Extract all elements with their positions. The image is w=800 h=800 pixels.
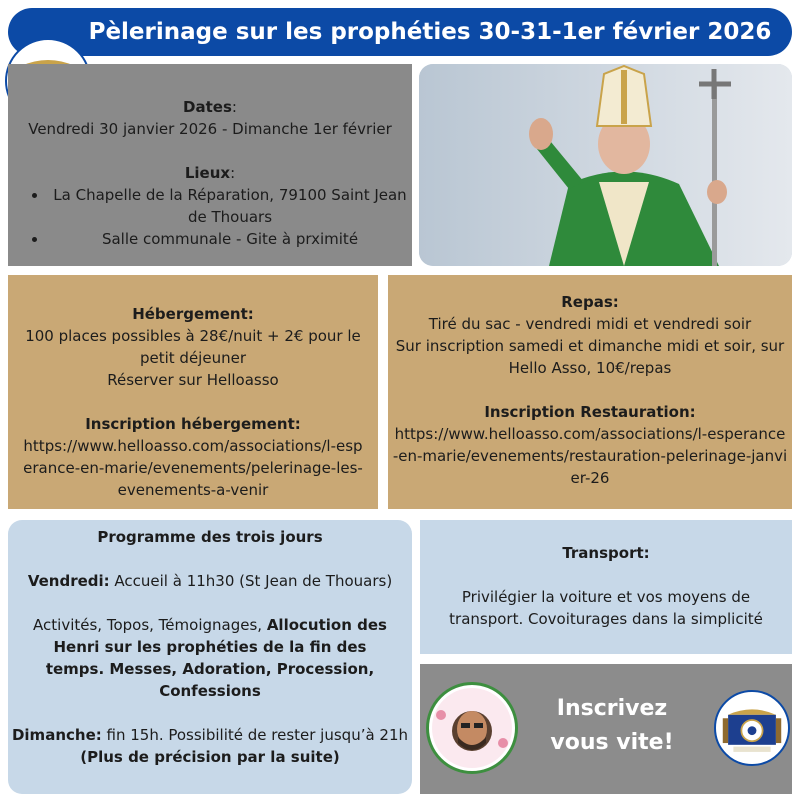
header-title-bar (8, 8, 792, 56)
inscription-hebergement-link[interactable]: https://www.helloasso.com/associations/l-esperance-en-marie/evenements/pelerinage-les-evenements-a-venir (23, 437, 363, 499)
hebergement-title: Hébergement: (132, 305, 254, 323)
coat-of-arms-logo-icon (714, 690, 790, 766)
inscription-hebergement-title: Inscription hébergement: (85, 415, 301, 433)
hebergement-line2: Réserver sur Helloasso (107, 371, 279, 389)
hebergement-section (8, 275, 378, 509)
pope-waving-photo (419, 64, 792, 266)
lieux-list (8, 184, 412, 250)
activites-text: Activités, Topos, Témoignages, (33, 616, 267, 634)
radio-logo-icon (426, 682, 518, 774)
programme-section (8, 520, 412, 794)
inscription-restauration-link[interactable]: https://www.helloasso.com/associations/l-esperance-en-marie/evenements/restauration-pelerinage-janvier-26 (392, 425, 788, 487)
lieux-item: • Salle communale - Gite à prximité (48, 228, 412, 250)
dates-label: Dates (183, 98, 232, 116)
cta-text: Inscrivez vous vite! (550, 696, 674, 755)
lieux-item: • La Chapelle de la Réparation, 79100 Saint Jean de Thouars (48, 184, 412, 228)
inscription-restauration-title: Inscription Restauration: (484, 403, 696, 421)
repas-line2: Sur inscription samedi et dimanche midi et soir, sur Hello Asso, 10€/repas (395, 337, 785, 377)
hebergement-line1: 100 places possibles à 28€/nuit + 2€ pour le petit déjeuner (25, 327, 361, 367)
repas-section (388, 275, 792, 509)
dimanche-label: Dimanche: (11, 726, 102, 744)
vendredi-text: Accueil à 11h30 (St Jean de Thouars) (109, 572, 393, 590)
transport-section (420, 520, 792, 654)
vendredi-label: Vendredi: (27, 572, 110, 590)
activites-bold: Allocution des Henri sur les prophéties de la fin des temps. Messes, Adoration, Procession, Confessions (45, 616, 387, 700)
transport-title: Transport: (562, 544, 650, 562)
repas-title: Repas: (561, 293, 619, 311)
repas-line1: Tiré du sac - vendredi midi et vendredi soir (428, 315, 752, 333)
programme-title: Programme des trois jours (97, 528, 323, 546)
page-title: Pèlerinage sur les prophéties 30-31-1er février 2026 (88, 19, 772, 45)
dimanche-bold: (Plus de précision par la suite) (80, 748, 340, 766)
dates-section: Dates: Vendredi 30 janvier 2026 - Dimanche 1er février Lieux: • La Chapelle de la Réparation, 79100 Saint Jean de Thouars • Salle communale - Gite à prximité (8, 64, 412, 266)
transport-text: Privilégier la voiture et vos moyens de transport. Covoiturages dans la simplicité (449, 588, 763, 628)
dimanche-text: fin 15h. Possibilité de rester jusqu’à 21h (101, 726, 409, 744)
dates-value: Vendredi 30 janvier 2026 - Dimanche 1er février (28, 120, 392, 138)
lieux-label: Lieux (184, 164, 231, 182)
